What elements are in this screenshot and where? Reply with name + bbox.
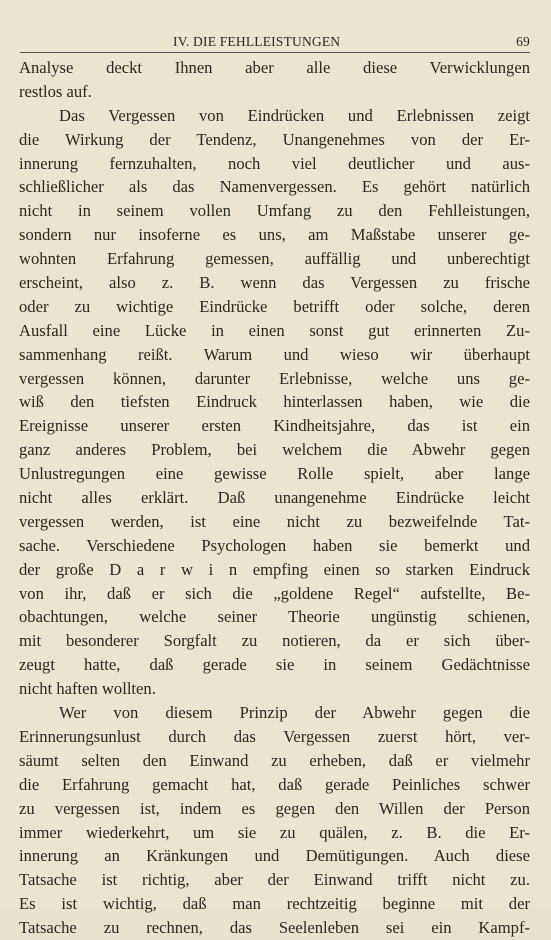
- text-line: restlos auf.: [19, 81, 92, 101]
- text-line: innerung fernzuhalten, noch viel deutlicher und aus-: [19, 153, 530, 173]
- text-line: Es ist wichtig, daß man rechtzeitig beginne mit der: [19, 894, 530, 914]
- text-line: nicht alles erklärt. Daß unangenehme Eindrücke leicht: [19, 488, 530, 508]
- body-text: [19, 56, 530, 940]
- text-line: von ihr, daß er sich die „goldene Regel“ aufstellte, Be-: [19, 583, 530, 603]
- text-line: nicht in seinem vollen Umfang zu den Fehlleistungen,: [19, 201, 530, 221]
- text-line: ganz anderes Problem, bei welchem die Abwehr gegen: [19, 440, 530, 460]
- text-line: immer wiederkehrt, um sie zu quälen, z. B. die Er-: [19, 822, 530, 842]
- text-line: schließlicher als das Namenvergessen. Es gehört natürlich: [19, 177, 530, 197]
- text-line: vergessen werden, ist eine nicht zu bezweifelnde Tat-: [19, 511, 530, 531]
- page-number: 69: [516, 34, 530, 49]
- text-line: Ereignisse unserer ersten Kindheitsjahre, das ist ein: [19, 416, 530, 436]
- text-line: mit besonderer Sorgfalt zu notieren, da er sich über-: [19, 631, 530, 651]
- text-line: wohnten Erfahrung gemessen, auffällig und unberechtigt: [19, 249, 530, 269]
- text-line: die Wirkung der Tendenz, Unangenehmes von der Er-: [19, 129, 530, 149]
- text-line: innerung an Kränkungen und Demütigungen. Auch diese: [19, 846, 530, 866]
- text-line: nicht haften wollten.: [19, 679, 156, 699]
- text-line: der große D a r w i n empfing einen so starken Eindruck: [19, 559, 530, 579]
- text-line: vergessen können, darunter Erlebnisse, welche uns ge-: [19, 368, 530, 388]
- text-line: Wer von diesem Prinzip der Abwehr gegen die: [59, 703, 530, 723]
- text-line: die Erfahrung gemacht hat, daß gerade Peinliches schwer: [19, 774, 530, 794]
- text-line: zu vergessen ist, indem es gegen den Willen der Person: [19, 798, 530, 818]
- running-head: [20, 32, 530, 53]
- text-line: obachtungen, welche seiner Theorie ungünstig schienen,: [19, 607, 530, 627]
- text-line: erscheint, also z. B. wenn das Vergessen zu frische: [19, 273, 530, 293]
- text-line: Unlustregungen eine gewisse Rolle spielt, aber lange: [19, 464, 530, 484]
- text-line: Tatsache ist richtig, aber der Einwand trifft nicht zu.: [19, 870, 530, 890]
- text-line: Ausfall eine Lücke in einen sonst gut erinnerten Zu-: [19, 320, 530, 340]
- text-line: Das Vergessen von Eindrücken und Erlebnissen zeigt: [59, 105, 530, 125]
- text-line: Tatsache zu rechnen, das Seelenleben sei ein Kampf-: [19, 918, 530, 938]
- text-line: Analyse deckt Ihnen aber alle diese Verwicklungen: [19, 58, 530, 77]
- chapter-title: IV. DIE FEHLLEISTUNGEN: [173, 34, 341, 49]
- text-line: säumt selten den Einwand zu erheben, daß er vielmehr: [19, 750, 530, 770]
- text-line: zeugt hatte, daß gerade sie in seinem Gedächtnisse: [19, 655, 530, 675]
- text-line: wiß den tiefsten Eindruck hinterlassen haben, wie die: [19, 392, 530, 412]
- text-line: sammenhang reißt. Warum und wieso wir überhaupt: [19, 344, 530, 364]
- text-line: sache. Verschiedene Psychologen haben sie bemerkt und: [19, 535, 530, 555]
- text-line: Erinnerungsunlust durch das Vergessen zuerst hört, ver-: [19, 726, 530, 746]
- text-line: sondern nur insoferne es uns, am Maßstabe unserer ge-: [19, 225, 530, 245]
- text-line: oder zu wichtige Eindrücke betrifft oder solche, deren: [19, 296, 530, 316]
